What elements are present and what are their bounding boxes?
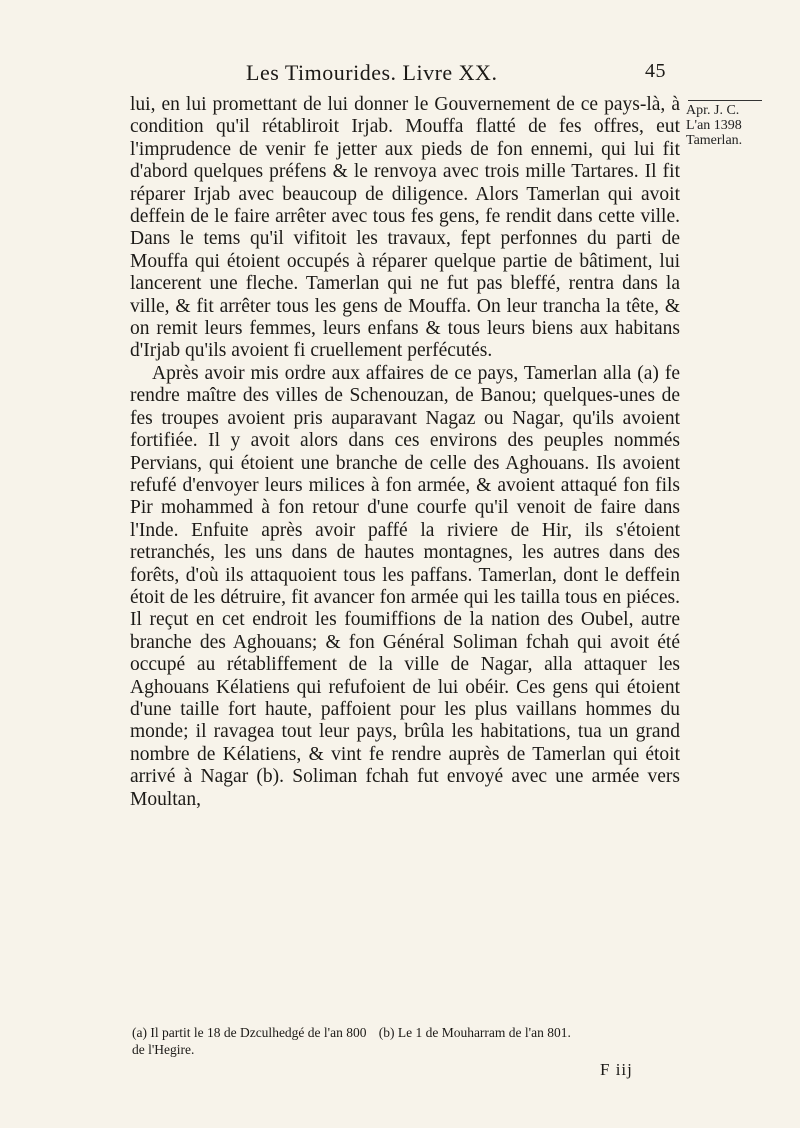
footnotes [132, 1024, 680, 1058]
footnote-a: (a) Il partit le 18 de Dzculhedgé de l'an 800 de l'Hegire. [132, 1025, 367, 1057]
margin-note-era: Apr. J. C. [686, 103, 740, 118]
margin-note-subject: Tamerlan. [686, 133, 743, 148]
margin-note-year: L'an 1398 [686, 118, 742, 133]
margin-note [686, 100, 786, 148]
paragraph-2: Après avoir mis ordre aux affaires de ce pays, Tamerlan alla (a) fe rendre maître des villes de Schenouzan, de Banou; quelques-unes de fes troupes avoient pris auparavant Nagaz ou Nagar, qu'ils avoient fortifiée. Il y avoit alors dans ces environs des peuples nommés Pervians, qui étoient une branche de celle des Aghouans. Ils avoient refufé d'envoyer leurs milices à fon armée, & avoient attaqué fon fils Pir mohammed à fon retour d'une courfe qu'il venoit de faire dans l'Inde. Enfuite après avoir paffé la riviere de Hir, ils s'étoient retranchés, les uns dans de hautes montagnes, les autres dans des forêts, d'où ils attaquoient tous les paffans. Tamerlan, dont le deffein étoit de les détruire, fit avancer fon armée qui les tailla tous en piéces. Il reçut en cet endroit les foumiffions de la nation des Oubel, autre branche des Aghouans; & fon Général Soliman fchah qui avoit été occupé au rétabliffement de la ville de Nagar, alla attaquer les Aghouans Kélatiens qui refufoient de lui obéir. Ces gens qui étoient d'une taille fort haute, paffoient pour les plus vaillans hommes du monde; il ravagea tout leur pays, brûla les habitations, tua un grand nombre de Kélatiens, & vint fe rendre auprès de Tamerlan qui étoit arrivé à Nagar (b). Soliman fchah fut envoyé avec une armée vers Moultan, [130, 362, 680, 810]
running-head [246, 60, 666, 90]
margin-rule [688, 100, 762, 101]
body-text [130, 94, 680, 811]
page-number: 45 [645, 60, 666, 82]
footnote-b: (b) Le 1 de Mouharram de l'an 801. [378, 1025, 571, 1040]
paragraph-1: lui, en lui promettant de lui donner le Gouvernement de ce pays-là, à condition qu'il rétabliroit Irjab. Mouffa flatté de fes offres, eut l'imprudence de venir fe jetter aux pieds de fon ennemi, qui lui fit d'abord quelques préfens & le renvoya avec trois mille Tartares. Il fit réparer Irjab avec beaucoup de diligence. Alors Tamerlan qui avoit deffein de le faire arrêter avec tous fes gens, fe rendit dans cette ville. Dans le tems qu'il vifitoit les travaux, fept perfonnes du parti de Mouffa qui étoient occupés à réparer quelque partie de bâtiment, lui lancerent une fleche. Tamerlan qui ne fut pas bleffé, rentra dans la ville, & fit arrêter tous les gens de Mouffa. On leur trancha la tête, & on remit leurs femmes, leurs enfans & tous leurs biens aux habitans d'Irjab qu'ils avoient fi cruellement perfécutés. [130, 94, 680, 362]
signature-mark: F iij [600, 1060, 633, 1079]
running-head-title: Les Timourides. Livre XX. [246, 60, 498, 85]
